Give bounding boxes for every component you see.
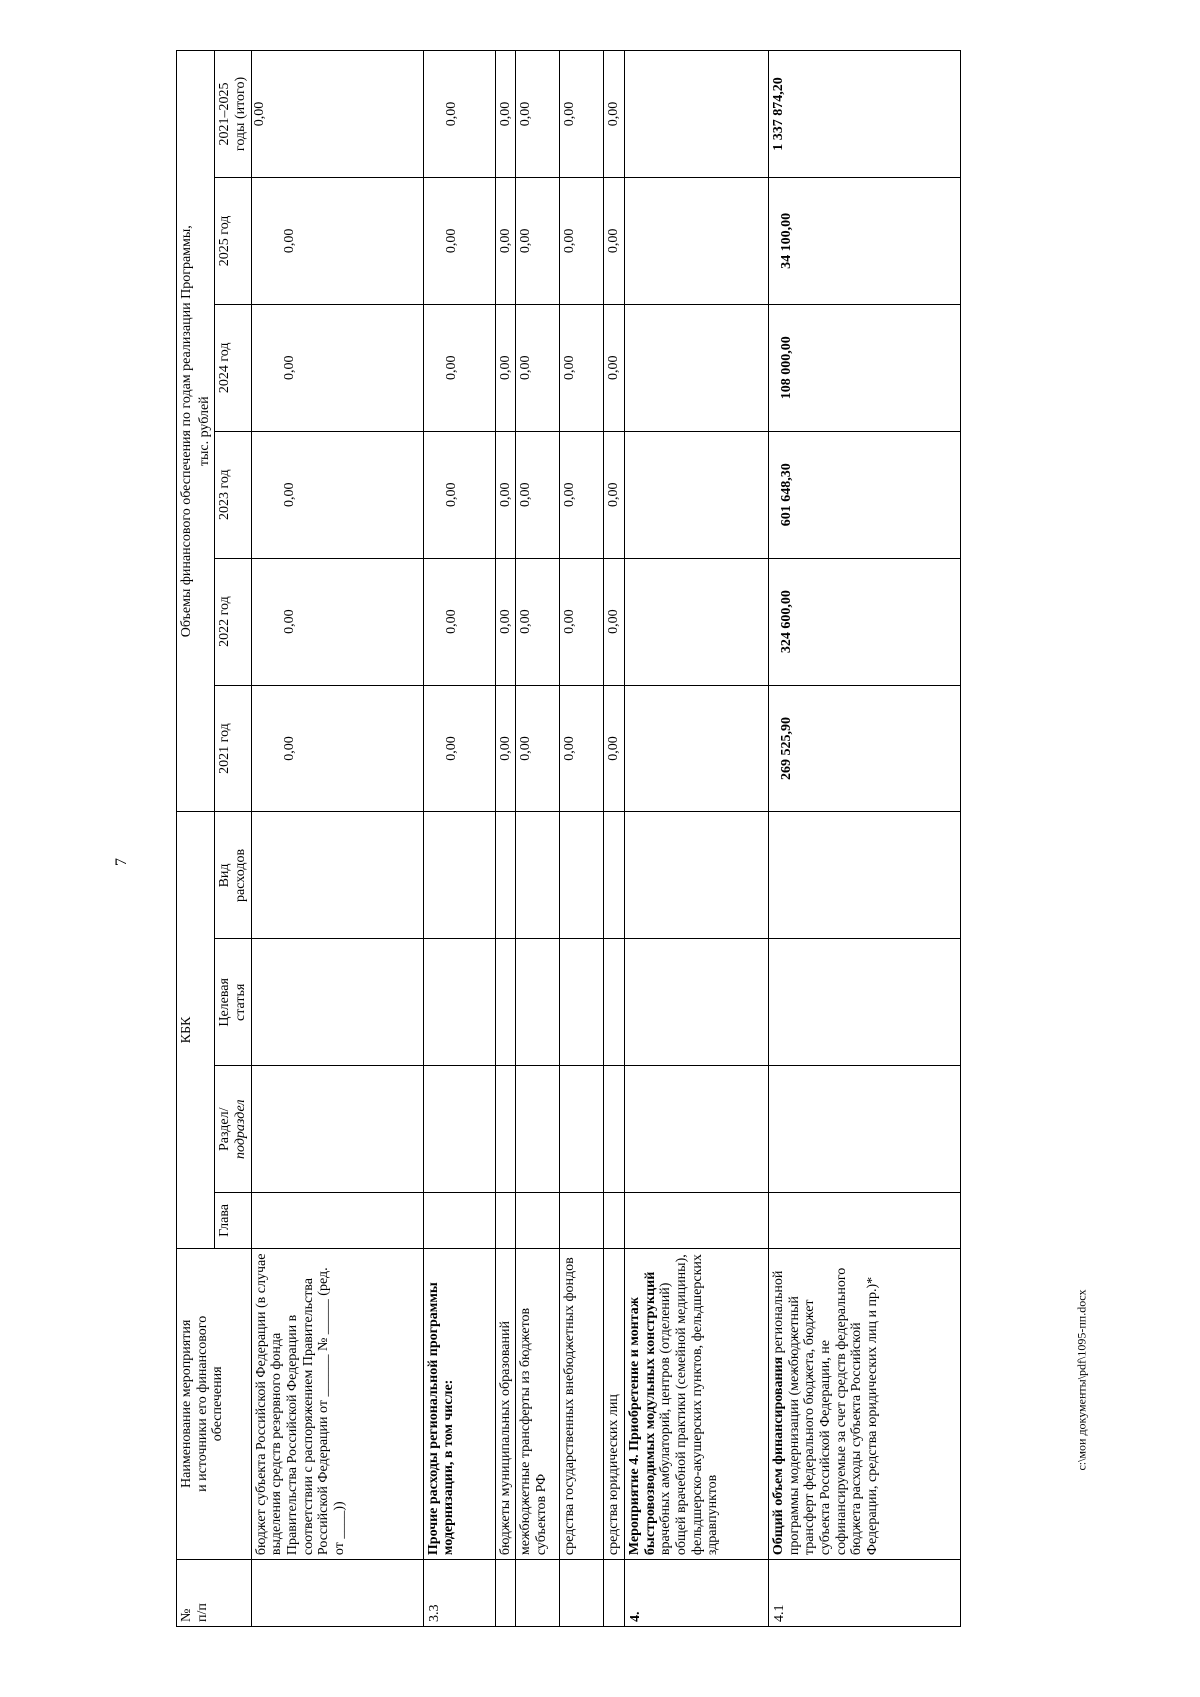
value-2022: 0,00	[516, 558, 560, 685]
cell-vid	[625, 812, 769, 939]
row-name	[625, 1248, 769, 1560]
cell-razdel	[769, 1066, 961, 1193]
cell-celevaya	[625, 939, 769, 1066]
cell-razdel	[516, 1066, 560, 1193]
value-2025: 34 100,00	[769, 177, 961, 304]
cell-vid	[251, 812, 423, 939]
value-2022: 324 600,00	[769, 558, 961, 685]
value-2023	[625, 431, 769, 558]
value-2025: 0,00	[423, 177, 495, 304]
header-volumes: Объемы финансового обеспечения по годам реализации Программы,	[177, 51, 197, 812]
cell-celevaya	[560, 939, 604, 1066]
row-name-rest: врачебных амбулаторий, центров (отделений) общей врачебной практики (семейной медицины), фельдшерско-акушерских пунктов, фельдшерских здравпунктов	[658, 1254, 721, 1556]
value-2023: 0,00	[516, 431, 560, 558]
header-razdel-label: Раздел/	[217, 1107, 233, 1152]
value-2025: 0,00	[516, 177, 560, 304]
value-2021: 0,00	[560, 685, 604, 812]
cell-glava	[423, 1193, 495, 1248]
cell-glava	[251, 1193, 423, 1248]
row-name: средства юридических лиц	[604, 1248, 625, 1560]
row-name-bold: Общий объем финансирования	[771, 1356, 787, 1556]
cell-celevaya	[495, 939, 516, 1066]
table-row	[769, 51, 961, 1627]
value-2021: 0,00	[251, 685, 423, 812]
value-2024	[625, 304, 769, 431]
cell-celevaya	[423, 939, 495, 1066]
value-2021: 0,00	[495, 685, 516, 812]
value-2025: 0,00	[560, 177, 604, 304]
cell-celevaya	[769, 939, 961, 1066]
cell-razdel	[495, 1066, 516, 1193]
table-row	[251, 51, 423, 1627]
value-total: 0,00	[560, 51, 604, 178]
page-number: 7	[113, 858, 130, 866]
value-total	[625, 51, 769, 178]
value-2023: 0,00	[495, 431, 516, 558]
row-name-rest: региональной программы модернизации (межбюджетный трансферт федерального бюджета, бюджет субъекта Российской Федерации, не софинансируемые за счет средств федерального бюджета расходы субъекта Российской Федерации, средства юридических лиц и пр.)*	[771, 1267, 881, 1556]
cell-razdel	[604, 1066, 625, 1193]
cell-glava	[625, 1193, 769, 1248]
value-2025: 0,00	[495, 177, 516, 304]
value-2023: 0,00	[423, 431, 495, 558]
header-year-2024: 2024 год	[215, 304, 251, 431]
cell-glava	[516, 1193, 560, 1248]
header-year-2023: 2023 год	[215, 431, 251, 558]
value-total: 0,00	[604, 51, 625, 178]
cell-vid	[604, 812, 625, 939]
row-num: 4.	[625, 1560, 769, 1627]
value-2022: 0,00	[495, 558, 516, 685]
cell-razdel	[625, 1066, 769, 1193]
row-num	[604, 1560, 625, 1627]
value-2023: 0,00	[604, 431, 625, 558]
row-name	[769, 1248, 961, 1560]
cell-celevaya	[604, 939, 625, 1066]
footer-file-path: c:\мои документы\pdf\1095-пп.docx	[1074, 1289, 1089, 1471]
header-name: Наименование мероприятия и источники его финансового обеспечения	[177, 1248, 252, 1560]
table-row	[560, 51, 604, 1627]
row-num	[495, 1560, 516, 1627]
value-total: 0,00	[423, 51, 495, 178]
header-num: № п/п	[177, 1560, 252, 1627]
value-2022: 0,00	[560, 558, 604, 685]
table-row	[516, 51, 560, 1627]
table-row	[625, 51, 769, 1627]
cell-razdel	[560, 1066, 604, 1193]
cell-razdel	[423, 1066, 495, 1193]
value-2021: 269 525,90	[769, 685, 961, 812]
value-2021	[625, 685, 769, 812]
header-year-total: 2021–2025 годы (итого)	[215, 51, 251, 178]
header-year-2025: 2025 год	[215, 177, 251, 304]
row-num: 4.1	[769, 1560, 961, 1627]
value-2024: 0,00	[423, 304, 495, 431]
value-2021: 0,00	[423, 685, 495, 812]
row-name: межбюджетные трансферты из бюджетов субъектов РФ	[516, 1248, 560, 1560]
cell-vid	[423, 812, 495, 939]
header-glava: Глава	[215, 1193, 251, 1248]
value-2022: 0,00	[604, 558, 625, 685]
cell-glava	[604, 1193, 625, 1248]
cell-celevaya	[516, 939, 560, 1066]
row-num	[560, 1560, 604, 1627]
value-2021: 0,00	[604, 685, 625, 812]
row-num	[251, 1560, 423, 1627]
value-2022: 0,00	[251, 558, 423, 685]
header-year-2022: 2022 год	[215, 558, 251, 685]
value-2025: 0,00	[604, 177, 625, 304]
cell-vid	[560, 812, 604, 939]
cell-vid	[495, 812, 516, 939]
value-2024: 0,00	[516, 304, 560, 431]
header-podrazdel-label: подраздел	[233, 1099, 249, 1159]
financing-table-frame	[176, 50, 1022, 1627]
value-2023: 601 648,30	[769, 431, 961, 558]
table-row	[423, 51, 495, 1627]
header-year-2021: 2021 год	[215, 685, 251, 812]
value-total: 1 337 874,20	[769, 51, 961, 178]
cell-celevaya	[251, 939, 423, 1066]
value-2024: 0,00	[495, 304, 516, 431]
cell-glava	[560, 1193, 604, 1248]
value-2024: 108 000,00	[769, 304, 961, 431]
row-name: средства государственных внебюджетных фондов	[560, 1248, 604, 1560]
header-kbk: КБК	[177, 812, 215, 1248]
value-2023: 0,00	[251, 431, 423, 558]
cell-vid	[516, 812, 560, 939]
value-2024: 0,00	[251, 304, 423, 431]
value-total: 0,00	[495, 51, 516, 178]
cell-glava	[495, 1193, 516, 1248]
header-razdel	[215, 1066, 251, 1193]
row-name: бюджеты муниципальных образований	[495, 1248, 516, 1560]
header-vid: Вид расходов	[215, 812, 251, 939]
value-2024: 0,00	[604, 304, 625, 431]
header-units: тыс. рублей	[197, 51, 215, 812]
cell-glava	[769, 1193, 961, 1248]
row-name: Прочие расходы региональной программы модернизации, в том числе:	[423, 1248, 495, 1560]
value-2025	[625, 177, 769, 304]
value-2021: 0,00	[516, 685, 560, 812]
row-num: 3.3	[423, 1560, 495, 1627]
table-row	[604, 51, 625, 1627]
table-row	[495, 51, 516, 1627]
cell-vid	[769, 812, 961, 939]
row-num	[516, 1560, 560, 1627]
row-name-bold: Мероприятие 4. Приобретение и монтаж быстровозводимых модульных конструкций	[627, 1271, 658, 1556]
value-total: 0,00	[251, 51, 423, 178]
value-total: 0,00	[516, 51, 560, 178]
financing-table	[176, 50, 961, 1627]
row-name: бюджет субъекта Российской Федерации (в случае выделения средств резервного фонда Правительства Российской Федерации в соответствии с распоряжением Правительства Российской Федерации от ______ № _____ (ред. от ____))	[251, 1248, 423, 1560]
value-2022	[625, 558, 769, 685]
value-2025: 0,00	[251, 177, 423, 304]
header-celevaya: Целевая статья	[215, 939, 251, 1066]
value-2023: 0,00	[560, 431, 604, 558]
value-2022: 0,00	[423, 558, 495, 685]
value-2024: 0,00	[560, 304, 604, 431]
cell-razdel	[251, 1066, 423, 1193]
